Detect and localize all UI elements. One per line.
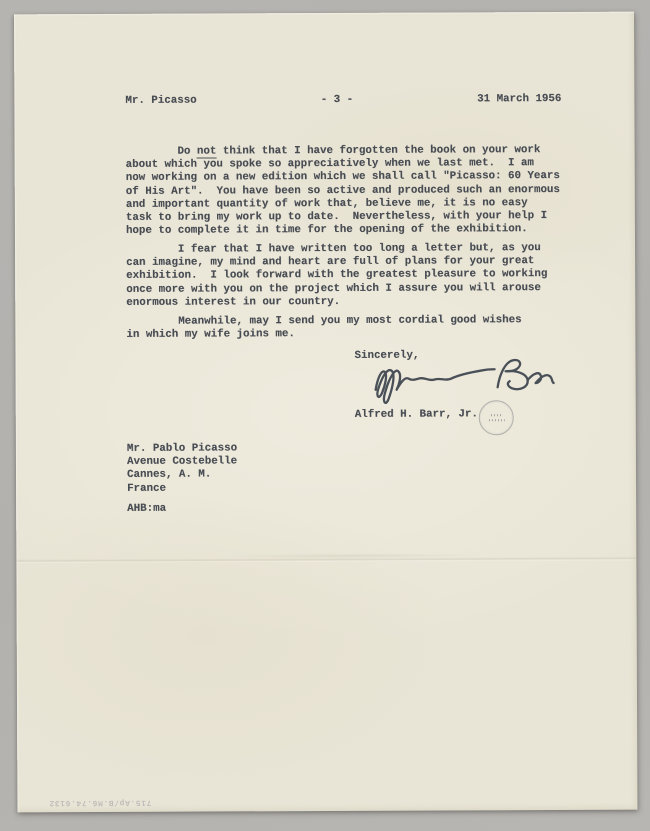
letter-page bbox=[14, 12, 637, 813]
page-number: - 3 - bbox=[320, 93, 354, 107]
paragraph-1-underlined-word: not bbox=[196, 145, 217, 158]
stamp-mark bbox=[491, 414, 502, 416]
typist-reference: AHB:ma bbox=[127, 502, 167, 515]
circular-stamp-icon bbox=[479, 400, 514, 435]
paper-edge-shading bbox=[14, 12, 637, 813]
header-date: 31 March 1956 bbox=[477, 92, 562, 106]
signature-icon bbox=[371, 357, 556, 410]
recipient-address-block: Mr. Pablo Picasso Avenue Costebelle Cannes, A. M. France bbox=[126, 442, 238, 495]
header-recipient: Mr. Picasso bbox=[125, 94, 197, 107]
page-header bbox=[125, 93, 561, 108]
paragraph-2: I fear that I have written too long a letter but, as you can imagine, my mind and heart are full of plans for your great exhibition. I look forward with the greatest pleasure to working once more with you on the project which I assure you will arouse enormous interest in our country. bbox=[126, 242, 548, 309]
typed-signature-name: Alfred H. Barr, Jr. bbox=[354, 408, 478, 421]
paragraph-1-rest: think that I have forgotten the book on your work about which you spoke so appreciatively when we last met. I am now working on a new edition which we shall call "Picasso: 60 Years of His Art". You have been so active and produced such an enormous and important quantity of work that, believe me, it is no easy task to bring my work up to date. Nevertheless, with your help I hope to complete it in time for the opening of the exhibition. bbox=[125, 144, 560, 238]
valediction: Sincerely, bbox=[354, 349, 420, 362]
paragraph-1 bbox=[126, 144, 576, 238]
paragraph-1-start: Do bbox=[125, 145, 197, 158]
archival-inscription: 715.Ap/B.M6.74.6132 bbox=[48, 797, 152, 808]
paragraph-3: Meanwhile, may I send you my most cordial good wishes in which my wife joins me. bbox=[126, 314, 522, 342]
stamp-mark bbox=[488, 419, 504, 421]
